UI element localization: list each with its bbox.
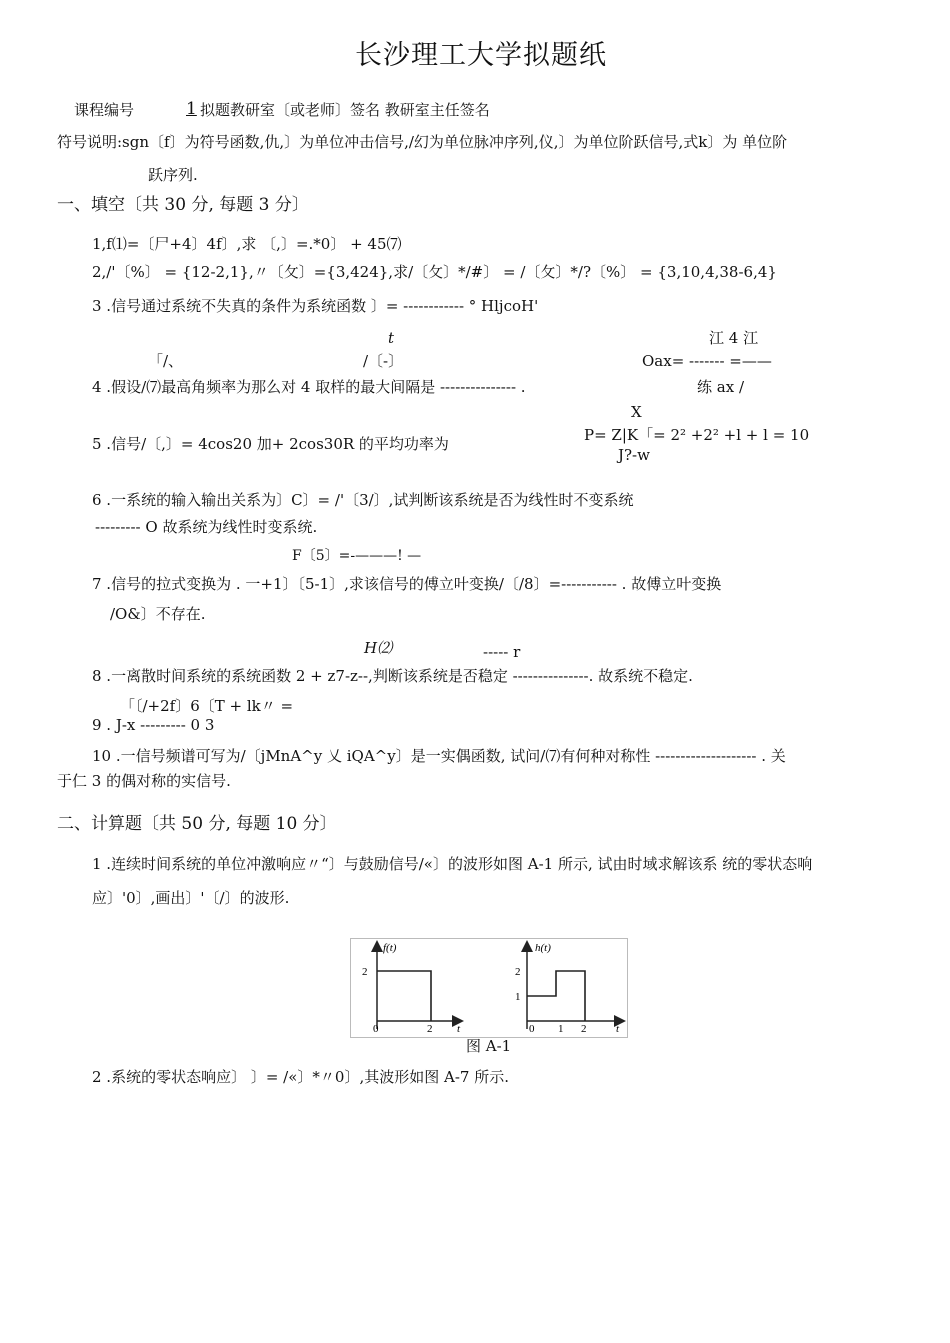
question-10-cont: 于仁 3 的偶对称的实信号. bbox=[57, 772, 231, 790]
h-t-label: t bbox=[616, 1023, 620, 1035]
question-1: 1,f⑴=〔尸+4〕4f〕,求 〔,〕=.*0〕 + 45⑺ bbox=[92, 235, 402, 253]
f-y-tick-2: 2 bbox=[362, 966, 368, 978]
h-y-tick-2: 2 bbox=[515, 966, 521, 978]
section1-heading: 一、填空〔共 30 分, 每题 3 分〕 bbox=[57, 195, 309, 215]
symbol-notes-line2: 跃序列. bbox=[148, 166, 198, 184]
f-t-label: t bbox=[457, 1023, 461, 1035]
h-x-tick-0: 0 bbox=[529, 1023, 535, 1035]
question-2: 2,/'〔%〕 = {12-2,1},〃〔攵〕={3,424},求/〔攵〕*/#〕 = /〔攵〕*/?〔%〕 = {3,10,4,38-6,4} bbox=[92, 263, 777, 281]
question-5-x: X bbox=[631, 403, 642, 421]
question-6-answer: --------- O 故系统为线性时变系统. bbox=[95, 518, 318, 536]
question-5-power: P= Z|K「= 2² +2² +l + l = 10 bbox=[584, 426, 810, 444]
question-4-bracket: 「/、 bbox=[148, 352, 184, 370]
f-label: f(t) bbox=[383, 942, 397, 954]
problem-2: 2 .系统的零状态响应〕 〕= /«〕*〃0〕,其波形如图 A-7 所示. bbox=[92, 1068, 509, 1086]
question-4-lian: 练 ax / bbox=[697, 378, 744, 396]
question-4-oax: Oax= ------- =—— bbox=[642, 352, 772, 370]
course-code-value: 1 bbox=[186, 99, 197, 119]
problem-1-cont: 应〕'0〕,画出〕'〔/〕的波形. bbox=[92, 889, 290, 907]
h-y-tick-1: 1 bbox=[515, 991, 521, 1003]
question-8: 8 .一离散时间系统的系统函数 2 + z7-z--,判断该系统是否稳定 ---------------. 故系统不稳定. bbox=[92, 667, 693, 685]
question-10: 10 .一信号频谱可写为/〔jMnA^y 乂 iQA^y〕是一实偶函数, 试问/⑺有何种对称性 -------------------- . 关 bbox=[92, 747, 786, 765]
question-8-r: ----- r bbox=[483, 643, 521, 661]
f-signal-line bbox=[377, 971, 431, 1021]
question-7: 7 .信号的拉式变换为 . 一+1〕〔5-1〕,求该信号的傅立叶变换/〔/8〕=----------- . 故傅立叶变换 bbox=[92, 575, 722, 593]
h-x-tick-1: 1 bbox=[558, 1023, 564, 1035]
question-9-top: 「〔/+2f〕6〔T + lk〃 = bbox=[120, 697, 294, 715]
question-4-f: /〔-〕 bbox=[363, 352, 404, 370]
question-4-jiang: 江 4 江 bbox=[709, 329, 759, 347]
h-label: h(t) bbox=[535, 942, 551, 954]
question-9: 9 . J-x --------- 0 3 bbox=[92, 716, 215, 734]
question-6: 6 .一系统的输入输出关系为〕C〕= /'〔3/〕,试判断该系统是否为线性时不变系统 bbox=[92, 491, 634, 509]
figure-a1-plot bbox=[351, 939, 627, 1037]
figure-a1 bbox=[350, 938, 628, 1038]
question-5: 5 .信号/〔,〕= 4cos20 加+ 2cos30R 的平均功率为 bbox=[92, 435, 449, 453]
f-x-tick-0: 0 bbox=[373, 1023, 379, 1035]
h-x-tick-2: 2 bbox=[581, 1023, 587, 1035]
question-7-answer: /O&〕不存在. bbox=[110, 605, 206, 623]
f-x-tick-2: 2 bbox=[427, 1023, 433, 1035]
question-4-t: t bbox=[388, 329, 395, 347]
question-4: 4 .假设/⑺最高角频率为那么对 4 取样的最大间隔是 --------------- . bbox=[92, 378, 526, 396]
question-7-f: F〔5〕=-———! — bbox=[292, 548, 422, 564]
h-signal-line bbox=[527, 971, 585, 1021]
symbol-notes-line1: 符号说明:sgn〔f〕为符号函数,仇,〕为单位冲击信号,/幻为单位脉冲序列,仪,〕为单位阶跃信号,式k〕为 单位阶 bbox=[57, 133, 788, 151]
problem-1: 1 .连续时间系统的单位冲激响应〃“〕与鼓励信号/«〕的波形如图 A-1 所示, 试由时域求解该系 统的零状态响 bbox=[92, 855, 813, 873]
course-code-label: 课程编号 bbox=[74, 101, 135, 119]
page-title: 长沙理工大学拟题纸 bbox=[355, 40, 607, 71]
section2-heading: 二、计算题〔共 50 分, 每题 10 分〕 bbox=[57, 814, 337, 834]
question-8-h: H⑵ bbox=[364, 639, 393, 657]
figure-caption: 图 A-1 bbox=[466, 1037, 512, 1055]
question-3: 3 .信号通过系统不失真的条件为系统函数 〕= ------------ ° HljcoH' bbox=[92, 297, 539, 315]
question-5-j: J?-w bbox=[618, 446, 650, 464]
signature-fields: 拟题教研室〔或老师〕签名 教研室主任签名 bbox=[200, 101, 490, 119]
